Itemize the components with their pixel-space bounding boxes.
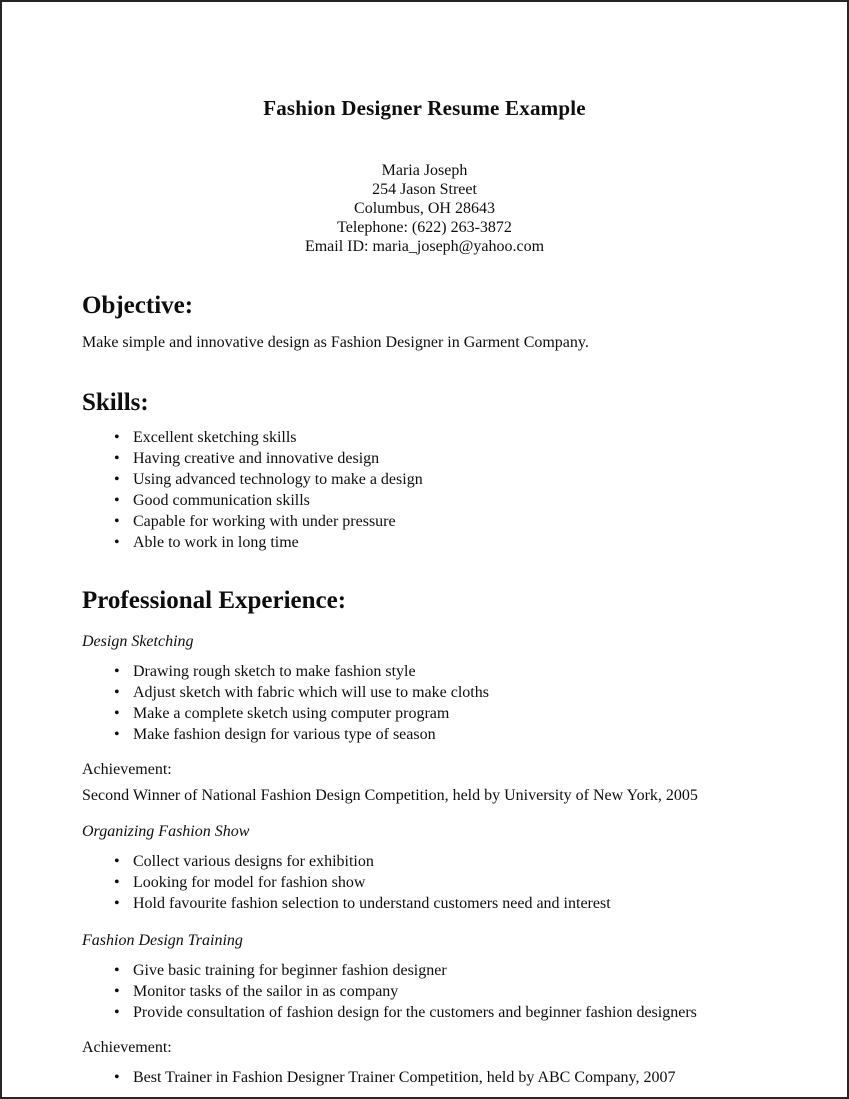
- achievement-label: Achievement:: [82, 761, 172, 778]
- resume-content: [2, 96, 847, 1088]
- fashion-design-training-list: [82, 960, 767, 1023]
- objective-text: Make simple and innovative design as Fashion Designer in Garment Company.: [82, 334, 589, 351]
- list-item: • Able to work in long time: [114, 532, 767, 553]
- achievement-text: Second Winner of National Fashion Design Competition, held by University of New York, 2005: [82, 787, 698, 804]
- list-item: • Using advanced technology to make a design: [114, 469, 767, 490]
- objective-heading: Objective:: [82, 292, 194, 319]
- skills-list: [82, 427, 767, 553]
- contact-name: Maria Joseph: [381, 162, 468, 179]
- list-item: • Good communication skills: [114, 490, 767, 511]
- contact-telephone: Telephone: (622) 263-3872: [337, 219, 512, 236]
- list-item: • Drawing rough sketch to make fashion style: [114, 661, 767, 682]
- list-item: • Give basic training for beginner fashion designer: [114, 960, 767, 981]
- list-item: • Looking for model for fashion show: [114, 872, 767, 893]
- list-item: • Make a complete sketch using computer program: [114, 703, 767, 724]
- contact-email: Email ID: maria_joseph@yahoo.com: [304, 238, 545, 255]
- training-achievement-list: [82, 1067, 767, 1088]
- subsection-title-fashion-design-training: Fashion Design Training: [82, 932, 243, 949]
- list-item: • Adjust sketch with fabric which will use to make cloths: [114, 682, 767, 703]
- list-item: • Capable for working with under pressure: [114, 511, 767, 532]
- skills-heading: Skills:: [82, 389, 149, 416]
- subsection-title-organizing-fashion-show: Organizing Fashion Show: [82, 823, 250, 840]
- contact-city-state-zip: Columbus, OH 28643: [354, 200, 495, 217]
- contact-street: 254 Jason Street: [372, 181, 477, 198]
- list-item: • Best Trainer in Fashion Designer Trainer Competition, held by ABC Company, 2007: [114, 1067, 767, 1088]
- subsection-title-design-sketching: Design Sketching: [82, 633, 194, 650]
- contact-block: [82, 161, 767, 256]
- list-item: • Excellent sketching skills: [114, 427, 767, 448]
- organizing-fashion-show-list: [82, 851, 767, 914]
- list-item: • Hold favourite fashion selection to understand customers need and interest: [114, 893, 767, 914]
- achievement-label: Achievement:: [82, 1039, 172, 1056]
- list-item: • Provide consultation of fashion design for the customers and beginner fashion designers: [114, 1002, 767, 1023]
- page-title: Fashion Designer Resume Example: [263, 96, 586, 120]
- list-item: • Monitor tasks of the sailor in as company: [114, 981, 767, 1002]
- list-item: • Make fashion design for various type of season: [114, 724, 767, 745]
- list-item: • Collect various designs for exhibition: [114, 851, 767, 872]
- list-item: • Having creative and innovative design: [114, 448, 767, 469]
- design-sketching-list: [82, 661, 767, 745]
- experience-heading: Professional Experience:: [82, 587, 347, 614]
